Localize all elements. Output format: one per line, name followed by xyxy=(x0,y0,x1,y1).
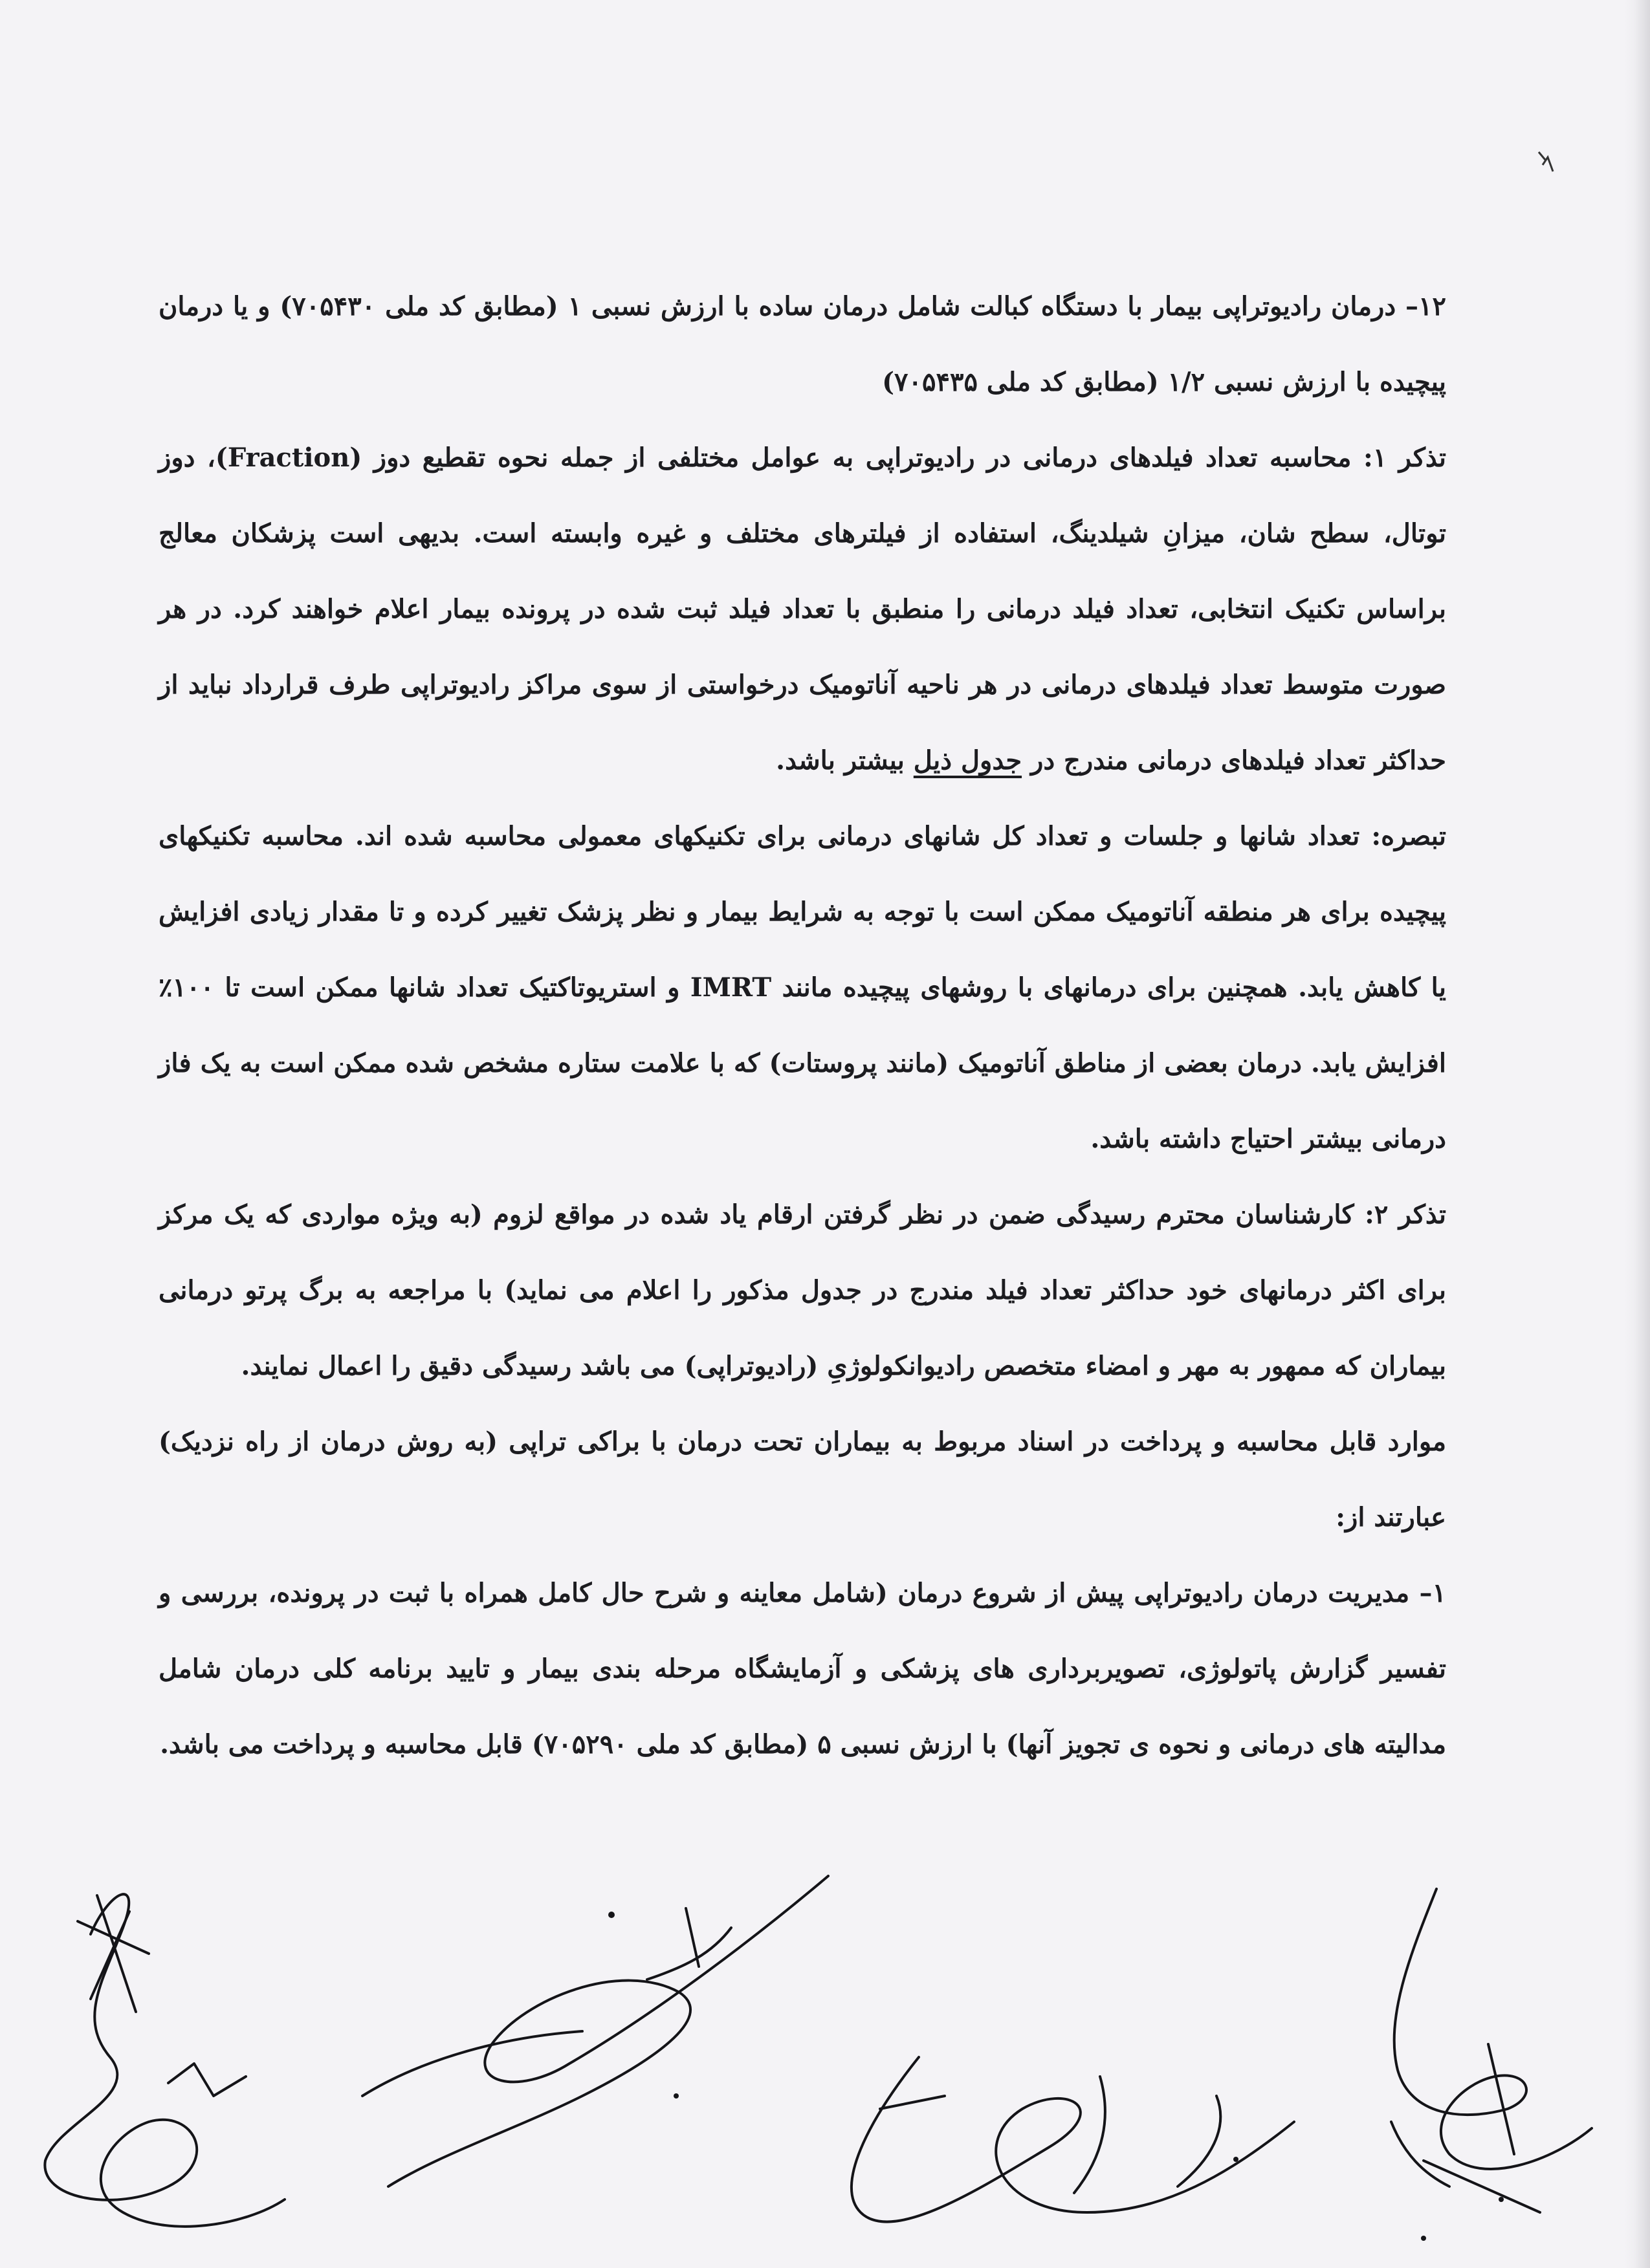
signature-3 xyxy=(852,2057,1294,2222)
remark-text: تعداد شانها و جلسات و تعداد کل شانهای درمانی برای تکنیکهای معمولی محاسبه شده اند. محاسبه تکنیکهای پیچیده برای هر منطقه آناتومیک ممکن است با توجه به شرایط بیمار و نظر پزشک تغییر کرده و تا مقدار زیادی افزایش یا کاهش یابد. همچنین برای درمانهای با روشهای پیچیده مانند IMRT و استریوتاکتیک تعداد شانها ممکن است تا ۱۰۰٪ افزایش یابد. درمان بعضی از مناطق آناتومیک (مانند پروستات) که با علامت ستاره مشخص شده ممکن است به یک فاز درمانی بیشتر احتیاج داشته باشد. xyxy=(159,821,1446,1154)
paragraph-remark xyxy=(159,798,1446,1177)
paragraph-brachytherapy-intro: موارد قابل محاسبه و پرداخت در اسناد مربوط به بیماران تحت درمان با براکی تراپی (به روش درمان از راه نزدیک) عبارتند از: xyxy=(159,1426,1446,1532)
paragraph-note-1 xyxy=(159,420,1446,798)
paragraph-item-12: ۱۲– درمان رادیوتراپی بیمار با دستگاه کبالت شامل درمان ساده با ارزش نسبی ۱ (مطابق کد ملی ۷۰۵۴۳۰) و یا درمان پیچیده با ارزش نسبی ۱/۲ (مطابق کد ملی ۷۰۵۴۳۵) xyxy=(159,291,1446,397)
paragraph-item-1: ۱– مدیریت درمان رادیوتراپی پیش از شروع درمان (شامل معاینه و شرح حال کامل همراه با ثبت در پرونده، بررسی و تفسیر گزارش پاتولوژی، تصویربرداری های پزشکی و آزمایشگاه مرحله بندی بیمار و تایید برنامه کلی درمان شامل مدالیته های درمانی و نحوه ی تجویز آنها) با ارزش نسبی ۵ (مطابق کد ملی ۷۰۵۲۹۰) قابل محاسبه و پرداخت می باشد. xyxy=(159,1578,1446,1760)
note-2-label: تذکر ۲: xyxy=(1365,1199,1446,1230)
signature-2 xyxy=(388,1876,828,2186)
note-1-underlined-reference: جدول ذیل xyxy=(913,745,1022,776)
note-1-text: محاسبه تعداد فیلدهای درمانی در رادیوتراپی به عوامل مختلفی از جمله نحوه تقطیع دوز (Fraction)، دوز توتال، سطح شان، میزانِ شیلدینگ، استفاده از فیلترهای مختلف و غیره وابسته است. بدیهی است پزشکان معالج براساس تکنیک انتخابی، تعداد فیلد درمانی را منطبق با تعداد فیلد ثبت شده در پرونده بیمار اعلام خواهند کرد. در هر صورت متوسط تعداد فیلدهای درمانی در هر ناحیه آناتومیک درخواستی از سوی مراکز رادیوتراپی طرف قرارداد نباید از حداکثر تعداد فیلدهای درمانی مندرج در xyxy=(159,442,1446,776)
signature-4 xyxy=(1394,1889,1592,2169)
corner-pen-mark xyxy=(1534,146,1559,184)
remark-label: تبصره: xyxy=(1371,821,1446,851)
note-2-text: کارشناسان محترم رسیدگی ضمن در نظر گرفتن ارقام یاد شده در مواقع لزوم (به ویژه مواردی که یک مرکز برای اکثر درمانهای خود حداکثر تعداد فیلد مندرج در جدول مذکور را اعلام می نماید) با مراجعه به برگ پرتو درمانی بیماران که ممهور به مهر و امضاء متخصص رادیوانکولوژیِ (رادیوتراپی) می باشد رسیدگی دقیق را اعمال نمایند. xyxy=(159,1199,1446,1381)
paragraph-note-2 xyxy=(159,1177,1446,1404)
note-1-text-end: بیشتر باشد. xyxy=(776,745,905,776)
note-1-label: تذکر ۱: xyxy=(1363,442,1446,473)
document-body xyxy=(159,268,1446,1782)
signatures-area xyxy=(0,1850,1650,2268)
signature-1 xyxy=(45,1894,285,2227)
